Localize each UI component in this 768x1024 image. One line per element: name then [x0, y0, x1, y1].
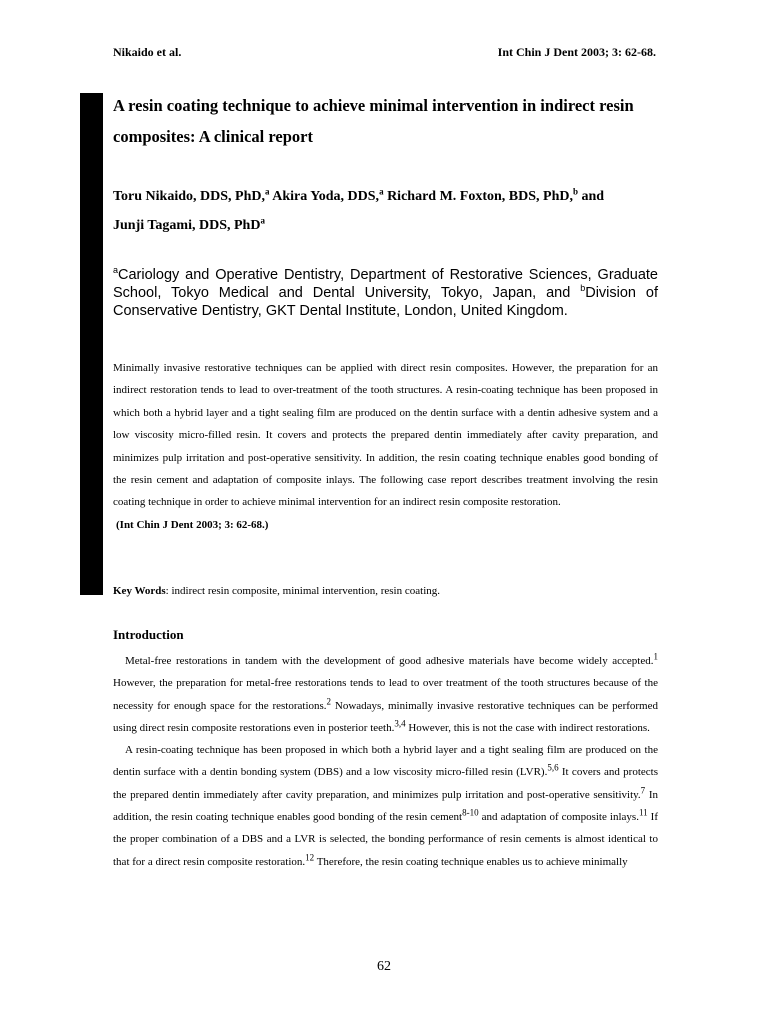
paragraph	[113, 650, 658, 739]
paragraph-text: In addition, the resin coating technique enables good bonding of the resin cement	[113, 788, 658, 824]
paragraph-text: However, this is not the case with indirect restorations.	[405, 721, 650, 734]
paragraph-text: If the proper combination of a DBS and a LVR is selected, the bonding performance of resin cements is almost identical to that for a direct resin composite restoration.	[113, 811, 659, 868]
page-number: 62	[377, 959, 391, 974]
paragraph-text: However, the preparation for metal-free restorations tends to lead to over treatment of the tooth structures because of the necessity for enough space for the restorations.	[113, 677, 658, 712]
citation-mark: 8-10	[462, 807, 479, 818]
paragraph-text: and adaptation of composite inlays.	[478, 811, 639, 824]
author-list: Toru Nikaido, DDS, PhD,$^a$ Akira Yoda, DDS,$^a$ Richard M. Foxton, BDS, PhD,$^b$ and Junji Tagami, DDS, PhD$^a$	[113, 186, 605, 233]
citation-mark: 7	[640, 785, 646, 796]
keywords	[113, 581, 658, 601]
abstract-text: Minimally invasive restorative techniques can be applied with direct resin composites. However, the preparation for an indirect restoration tends to lead to over-treatment of the tooth structures. A resin-coating technique has been proposed in which both a hybrid layer and a tight sealing film are produced on the dentin surface with a dentin adhesive system and a low viscosity micro-filled resin. It covers and protects the prepared dentin immediately after cavity preparation, and minimizes pulp irritation and post-operative sensitivity. In addition, the resin coating technique enables good bonding of the resin cement and adaptation of composite inlays. The following case report describes treatment involving the resin coating technique in order to achieve minimal intervention for an indirect resin composite restoration.	[113, 362, 658, 509]
citation-mark: 2	[326, 695, 332, 706]
citation-mark: 1	[653, 651, 658, 662]
author-name: Akira Yoda, DDS,	[272, 189, 380, 204]
abstract	[113, 357, 658, 536]
affiliation-text: Division of Conservative Dentistry, GKT Dental Institute, London, United Kingdom.	[113, 285, 658, 319]
author-affiliation-mark: b	[572, 186, 578, 197]
author-name: Richard M. Foxton, BDS, PhD,	[387, 189, 573, 204]
paragraph-text: Metal-free restorations in tandem with the development of good adhesive materials have become widely accepted.	[125, 655, 654, 667]
paragraph-text: Therefore, the resin coating technique enables us to achieve minimally	[314, 855, 628, 868]
author-name: Toru Nikaido, DDS, PhD,	[113, 189, 265, 204]
running-header-citation: Int Chin J Dent 2003; 3: 62-68.	[497, 45, 656, 59]
paragraph-text: A resin-coating technique has been proposed in which both a hybrid layer and a tight sealing film are produced on the dentin surface with a dentin bonding system (DBS) and a low viscosity micro-filled resin (LVR).	[113, 744, 658, 779]
affiliation-text: Cariology and Operative Dentistry, Department of Restorative Sciences, Graduate School, Tokyo Medical and Dental University, Tokyo, Japan, and	[113, 267, 658, 301]
author-affiliation-mark: a	[379, 186, 384, 197]
citation-mark: 5,6	[547, 762, 559, 773]
paragraph-text: It covers and protects the prepared dentin immediately after cavity preparation, and minimizes pulp irritation and post-operative sensitivity.	[113, 766, 658, 801]
paragraph-text: Nowadays, minimally invasive restorative techniques can be performed using direct resin composite restorations even in posterior teeth.	[113, 699, 658, 734]
keywords-text: : indirect resin composite, minimal intervention, resin coating.	[165, 585, 440, 597]
decorative-side-bar	[80, 93, 103, 595]
citation-mark: 12	[305, 852, 315, 863]
affiliations	[113, 266, 658, 320]
paragraph	[113, 739, 658, 873]
running-header-authors: Nikaido et al.	[113, 45, 182, 59]
abstract-citation: (Int Chin J Dent 2003; 3: 62-68.)	[116, 518, 269, 531]
introduction-body	[113, 650, 658, 873]
author-name: Junji Tagami, DDS, PhD	[113, 218, 261, 233]
section-heading-introduction: Introduction	[113, 627, 184, 642]
affiliation-mark: b	[580, 283, 586, 294]
author-affiliation-mark: a	[260, 215, 265, 226]
citation-mark: 11	[638, 807, 648, 818]
citation-mark: 3,4	[394, 718, 406, 729]
article-title: A resin coating technique to achieve minimal intervention in indirect resin composites: A clinical report	[113, 96, 634, 146]
affiliation-mark: a	[113, 265, 119, 276]
author-affiliation-mark: a	[264, 186, 270, 197]
keywords-label: Key Words	[113, 585, 166, 597]
